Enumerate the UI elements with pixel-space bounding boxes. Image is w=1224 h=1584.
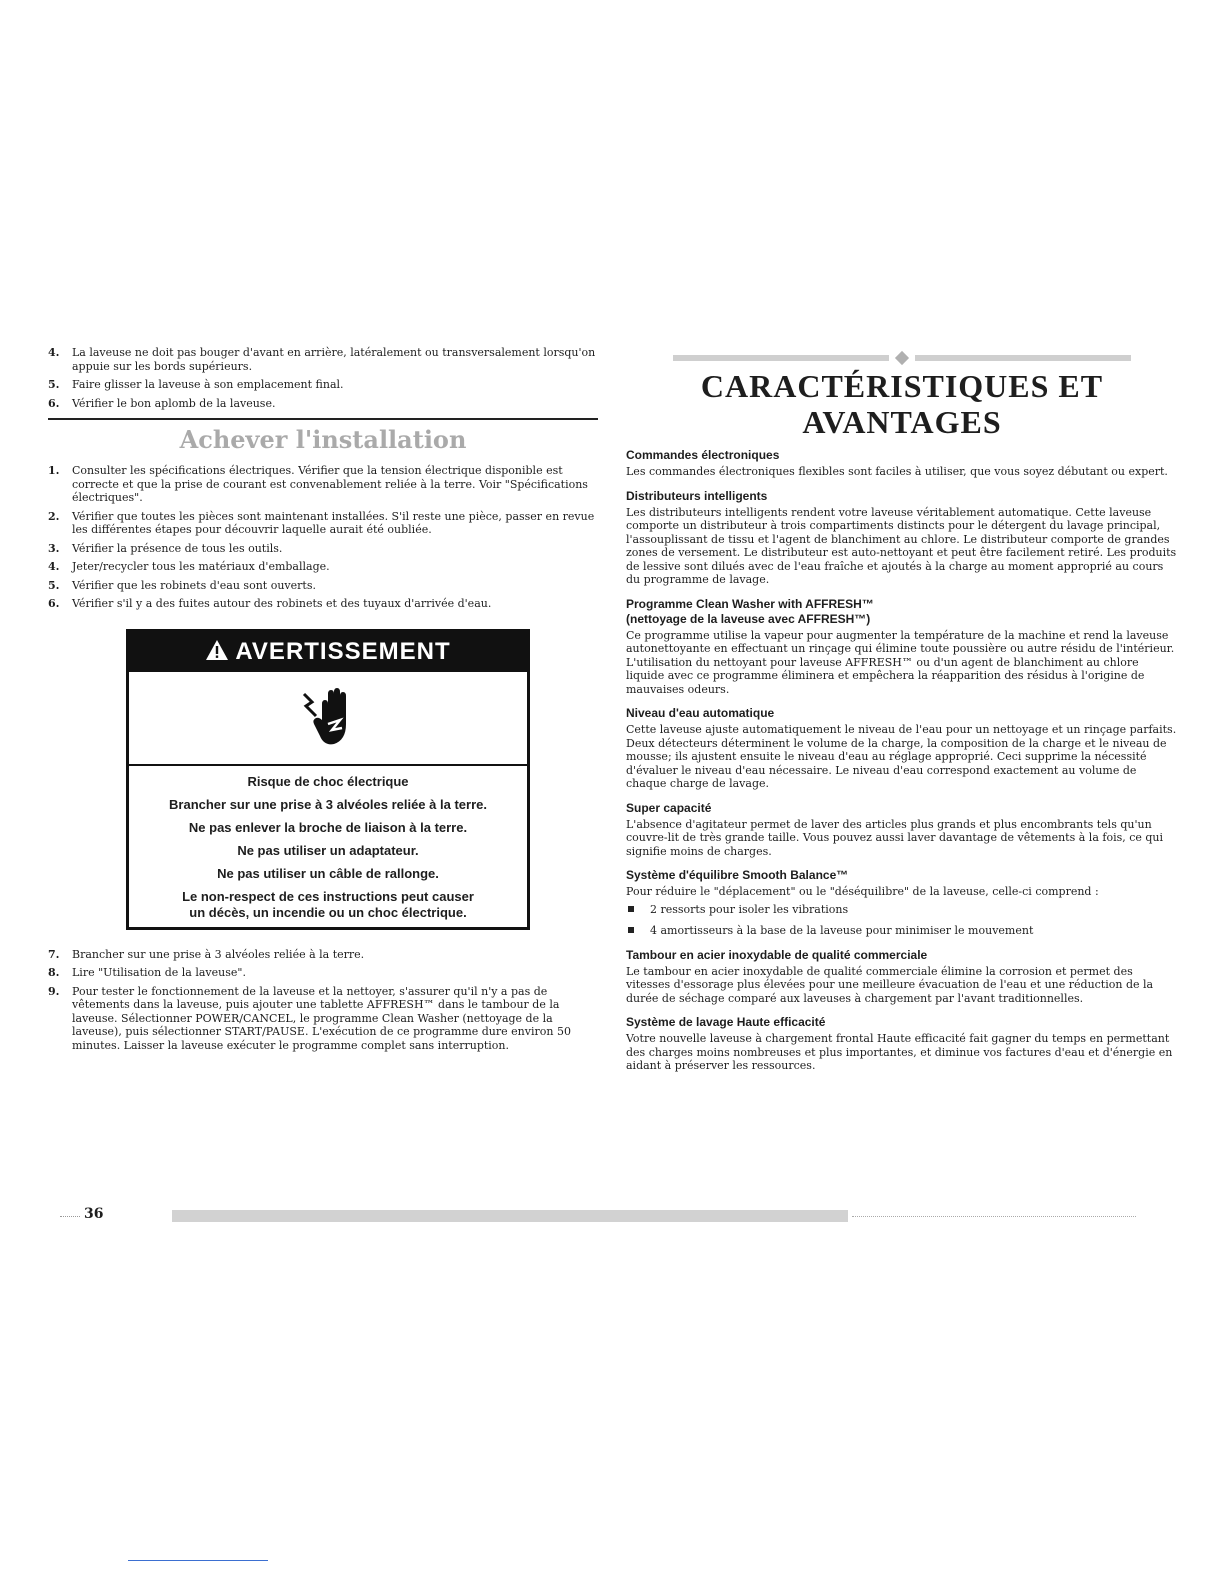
list-item bbox=[48, 579, 598, 593]
section-title: Achever l'installation bbox=[179, 425, 467, 454]
feature-text: Les commandes électroniques flexibles sont faciles à utiliser, que vous soyez débutant ou expert. bbox=[626, 465, 1168, 478]
list-item bbox=[48, 966, 598, 980]
bullet-text: 2 ressorts pour isoler les vibrations bbox=[650, 902, 849, 916]
right-column bbox=[626, 346, 1178, 1083]
diamond-ornament-icon bbox=[895, 351, 909, 365]
step-text: Brancher sur une prise à 3 alvéoles reliée à la terre. bbox=[72, 947, 365, 961]
step-text: Faire glisser la laveuse à son emplacement final. bbox=[72, 378, 344, 391]
step-text: Vérifier la présence de tous les outils. bbox=[72, 541, 283, 555]
step-number: 4. bbox=[48, 346, 60, 359]
step-text: Consulter les spécifications électriques. Vérifier que la tension électrique disponible est correcte et que la prise de courant est convenablement reliée à la terre. Voir "Spécifications électriques". bbox=[72, 464, 588, 504]
feature-text: Les distributeurs intelligents rendent votre laveuse véritablement automatique. Cette laveuse comporte un distributeur à trois compartiments distincts pour le détergent du lavage principal, l'assouplissant de tissu et l'agent de blanchiment au chlore. Le distributeur comporte de grandes zones de versement. Le distributeur est auto-nettoyant et peut être facilement retiré. Les produits de lessive sont dilués avec de l'eau fraîche et ajoutés à la charge au moment approprié au cours du programme de lavage. bbox=[626, 505, 1177, 586]
warning-box bbox=[126, 629, 530, 930]
page-title: CARACTÉRISTIQUES ET AVANTAGES bbox=[700, 368, 1104, 440]
page-footer bbox=[60, 1206, 1140, 1226]
list-item bbox=[48, 397, 598, 411]
feature-text: Pour réduire le "déplacement" ou le "déséquilibre" de la laveuse, celle-ci comprend : bbox=[626, 885, 1099, 898]
install-steps-list bbox=[48, 464, 598, 611]
list-item bbox=[626, 924, 1178, 938]
step-text: Lire "Utilisation de la laveuse". bbox=[72, 966, 246, 979]
feature-heading: Système de lavage Haute efficacité bbox=[626, 1015, 826, 1029]
step-text: La laveuse ne doit pas bouger d'avant en arrière, latéralement ou transversalement lorsqu'on appuie sur les bords supérieurs. bbox=[72, 346, 596, 373]
feature-section bbox=[626, 489, 1178, 587]
step-number: 2. bbox=[48, 509, 60, 523]
step-number: 8. bbox=[48, 966, 60, 979]
list-item bbox=[48, 510, 598, 537]
title-ornament bbox=[626, 352, 1178, 364]
list-item bbox=[48, 464, 598, 505]
list-item bbox=[48, 597, 598, 611]
list-item bbox=[48, 378, 598, 392]
pre-steps-list bbox=[48, 346, 598, 410]
footer-dotted-line bbox=[60, 1216, 80, 1217]
left-column bbox=[48, 346, 598, 1057]
feature-section bbox=[626, 948, 1178, 1006]
bullet-square-icon bbox=[628, 927, 634, 933]
step-number: 6. bbox=[48, 597, 60, 610]
warning-consequence-line-2: un décès, un incendie ou un choc électrique. bbox=[189, 904, 467, 920]
warning-title: AVERTISSEMENT bbox=[235, 637, 451, 665]
feature-text: Votre nouvelle laveuse à chargement frontal Haute efficacité fait gagner du temps en permettant des charges moins nombreuses et plus importantes, et diminue vos factures d'eau et d'énergie en aidant à préserver les ressources. bbox=[626, 1032, 1173, 1072]
feature-section bbox=[626, 1015, 1178, 1073]
feature-heading: Tambour en acier inoxydable de qualité commerciale bbox=[626, 947, 928, 962]
list-item bbox=[48, 560, 598, 574]
feature-section bbox=[626, 597, 1178, 697]
list-item bbox=[48, 948, 598, 962]
feature-bullets bbox=[626, 903, 1178, 938]
feature-heading: Distributeurs intelligents bbox=[626, 488, 768, 503]
list-item bbox=[48, 542, 598, 556]
step-number: 5. bbox=[48, 578, 60, 592]
step-text: Vérifier que les robinets d'eau sont ouverts. bbox=[72, 578, 316, 592]
feature-heading-line-2: (nettoyage de la laveuse avec AFFRESH™) bbox=[626, 611, 871, 626]
feature-section bbox=[626, 868, 1178, 938]
warning-line: Ne pas enlever la broche de liaison à la terre. bbox=[188, 819, 468, 835]
step-number: 7. bbox=[48, 947, 60, 961]
step-number: 4. bbox=[48, 560, 60, 573]
list-item bbox=[626, 903, 1178, 917]
bullet-text: 4 amortisseurs à la base de la laveuse pour minimiser le mouvement bbox=[650, 924, 1034, 937]
feature-heading-line-1: Programme Clean Washer with AFFRESH™ bbox=[626, 596, 874, 611]
feature-heading: Commandes électroniques bbox=[626, 448, 780, 462]
warning-icon-area bbox=[129, 672, 527, 766]
list-item bbox=[48, 346, 598, 373]
feature-heading: Super capacité bbox=[626, 800, 712, 815]
ornament-bar bbox=[915, 355, 1131, 361]
ornament-bar bbox=[673, 355, 889, 361]
warning-triangle-icon bbox=[205, 634, 229, 674]
feature-section bbox=[626, 706, 1178, 791]
warning-consequence bbox=[137, 889, 519, 921]
step-text: Vérifier s'il y a des fuites autour des robinets et des tuyaux d'arrivée d'eau. bbox=[72, 597, 492, 610]
feature-heading: Niveau d'eau automatique bbox=[626, 706, 775, 720]
warning-line: Ne pas utiliser un câble de rallonge. bbox=[217, 865, 439, 881]
warning-body bbox=[129, 766, 527, 927]
step-text: Pour tester le fonctionnement de la laveuse et la nettoyer, s'assurer qu'il n'y a pas de vêtements dans la laveuse, puis ajouter une tablette AFFRESH™ dans le tambour de la laveuse. Sélectionner POWER/CANCEL, le programme Clean Washer (nettoyage de la laveuse), puis sélectionner START/PAUSE. L'exécution de ce programme dure environ 50 minutes. Laisser la laveuse exécuter le programme complet sans interruption. bbox=[72, 984, 571, 1052]
page-number: 36 bbox=[84, 1206, 104, 1222]
step-number: 6. bbox=[48, 396, 60, 410]
feature-section bbox=[626, 801, 1178, 859]
warning-header bbox=[129, 632, 527, 672]
step-text: Vérifier que toutes les pièces sont maintenant installées. S'il reste une pièce, passer en revue les différentes étapes pour découvrir laquelle aurait été oubliée. bbox=[72, 509, 595, 536]
feature-text: Ce programme utilise la vapeur pour augmenter la température de la machine et rend la laveuse autonettoyante en effectuant un rinçage qui élimine toute poussière ou autre résidu de l'intérieur. L'utilisation du nettoyant pour laveuse AFFRESH™ ou d'un agent de blanchiment au chlore liquide avec ce programme éliminera et empêchera la réapparition des résidus à l'origine de mauvaises odeurs. bbox=[626, 628, 1175, 696]
step-number: 3. bbox=[48, 541, 60, 555]
step-number: 5. bbox=[48, 378, 60, 391]
feature-section bbox=[626, 448, 1178, 479]
electric-shock-hand-icon bbox=[300, 684, 356, 752]
warning-line: Brancher sur une prise à 3 alvéoles reliée à la terre. bbox=[169, 796, 487, 812]
feature-text: Le tambour en acier inoxydable de qualité commerciale élimine la corrosion et permet des vitesses d'essorage plus élevées pour une meilleure évacuation de l'eau et une réduction de la durée de séchage comparé aux laveuses à chargement par l'avant traditionnelles. bbox=[626, 964, 1154, 1005]
step-text: Jeter/recycler tous les matériaux d'emballage. bbox=[72, 560, 330, 573]
step-number: 1. bbox=[48, 464, 60, 477]
feature-heading: Système d'équilibre Smooth Balance™ bbox=[626, 868, 849, 882]
feature-text: L'absence d'agitateur permet de laver des articles plus grands et plus encombrants tels qu'un couvre-lit de très grande taille. Vous pouvez aussi laver davantage de vêtements à la fois, ce qui signifie moins de charges. bbox=[626, 817, 1164, 858]
bullet-square-icon bbox=[628, 906, 634, 912]
blue-underline-mark bbox=[128, 1560, 268, 1561]
warning-risk: Risque de choc électrique bbox=[247, 773, 409, 789]
warning-line: Ne pas utiliser un adaptateur. bbox=[237, 842, 419, 858]
feature-text: Cette laveuse ajuste automatiquement le niveau de l'eau pour un nettoyage et un rinçage parfaits. Deux détecteurs déterminent le volume de la charge, la composition de la charge et le niveau de mousse; ils ajustent ensuite le niveau d'eau au réglage approprié. Ceci supprime la nécessité d'évaluer le niveau d'eau nécessaire. Le niveau d'eau correspond exactement au volume de chaque charge de lavage. bbox=[626, 723, 1177, 790]
feature-heading bbox=[626, 597, 1178, 627]
warning-consequence-line-1: Le non-respect de ces instructions peut causer bbox=[182, 888, 474, 904]
step-number: 9. bbox=[48, 984, 60, 998]
footer-bar bbox=[172, 1210, 848, 1222]
footer-dotted-line bbox=[852, 1216, 1136, 1217]
post-steps-list bbox=[48, 948, 598, 1053]
list-item bbox=[48, 985, 598, 1053]
section-divider bbox=[48, 418, 598, 420]
step-text: Vérifier le bon aplomb de la laveuse. bbox=[72, 396, 276, 410]
